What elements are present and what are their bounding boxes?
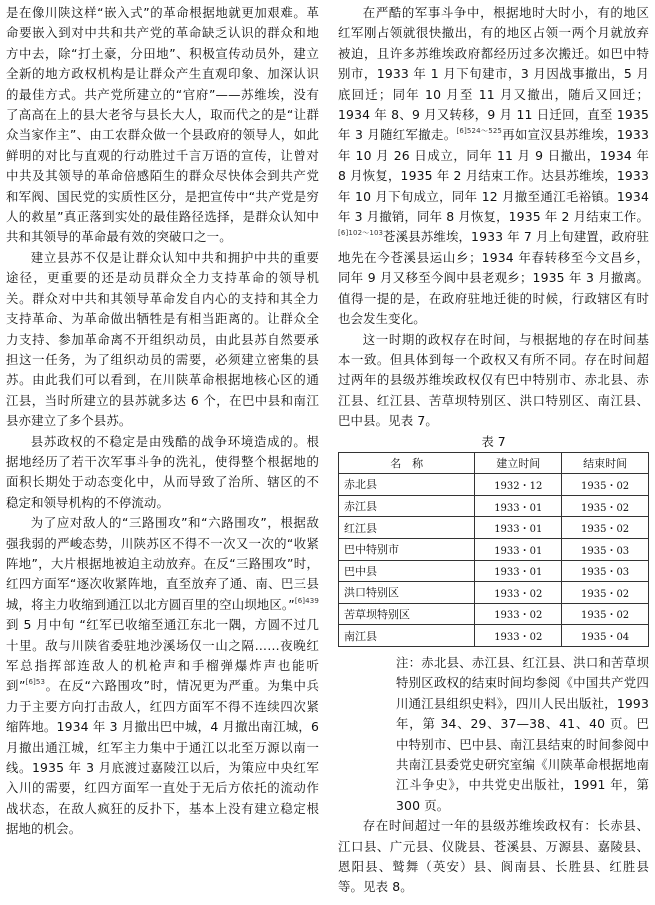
citation: [6]102～103 — [338, 229, 384, 238]
cell-end: 1935・02 — [562, 603, 649, 625]
table-row — [339, 625, 649, 647]
cell-start: 1933・01 — [475, 560, 562, 582]
table-header-row — [339, 452, 649, 474]
cell-end: 1935・03 — [562, 538, 649, 560]
paragraph: 存在时间超过一年的县级苏维埃政权有：长赤县、江口县、广元县、仪陇县、苍溪县、万源县、嘉陵县、恩阳县、鹫舞（英安）县、阆南县、长胜县、红胜县等。见表 8。 — [338, 818, 649, 895]
cell-start: 1933・01 — [475, 495, 562, 517]
paragraph: 这一时期的政权存在时间，与根据地的存在时间基本一致。但具体到每一个政权又有所不同。存在时间超过两年的县级苏维埃政权仅有巴中特别市、赤北县、赤江县、红江县、苦草坝特别区、洪口特别区、南江县、巴中县。见表 7。 — [338, 331, 649, 429]
cell-name: 苦草坝特别区 — [339, 603, 475, 625]
cell-name: 红江县 — [339, 517, 475, 539]
paragraph-text: 苍溪县苏维埃，1933 年 7 月上旬建置，政府驻地先在今苍溪县运山乡；1934 年春转移至今文昌乡，同年 9 月又移至今阆中县老观乡；1935 年 3 月撤离。值得一提的是，在政府驻地迁徙的时候，行政辖区有时也会发生变化。 — [338, 229, 650, 327]
table-note: 注：赤北县、赤江县、红江县、洪口和苦草坝特别区政权的结束时间均参阅《中国共产党四川通江县组织史料》，四川人民出版社，1993 年，第 34、29、37—38、41、40 页。巴中特别市、巴中县、南江县结束的时间参阅中共南江县委党史研究室编《川陕革命根据地南江斗争史》，中共党史出版社，1991 年，第 300 页。 — [396, 654, 649, 813]
paragraph-text: 再如宣汉县苏维埃，1933 年 10 月 26 日成立，同年 11 月 9 日撤出，1934 年 8 月恢复，1935 年 2 月结束工作。达县苏维埃，1933 年 10 月下旬成立，同年 12 月撤至通江毛裕镇。1934 年 3 月撤销，同年 8 月恢复，1935 年 2 月结束工作。 — [338, 127, 649, 225]
cell-start: 1933・02 — [475, 582, 562, 604]
cell-end: 1935・04 — [562, 625, 649, 647]
cell-end: 1935・02 — [562, 517, 649, 539]
table-row — [339, 603, 649, 625]
table-row — [339, 538, 649, 560]
right-column — [338, 3, 649, 898]
column-header-end: 结束时间 — [562, 452, 649, 474]
paragraph-text: 为了应对敌人的“三路围攻”和“六路围攻”，根据敌强我弱的严峻态势，川陕苏区不得不一次又一次的“收紧阵地”，大片根据地被迫主动放弃。在反“三路围攻”时，红四方面军“逐次收紧阵地，直至放弃了通、南、巴三县城，将主力收缩到通江以北方圆百里的空山坝地区。” — [6, 515, 319, 612]
table-row — [339, 474, 649, 496]
column-header-start: 建立时间 — [475, 452, 562, 474]
cell-start: 1932・12 — [475, 474, 562, 496]
paragraph-text: 在严酷的军事斗争中，根据地时大时小，有的地区红军刚占领就很快撤出，有的地区占领一两个月就放弃被迫，且许多苏维埃政府都经历过多次搬迁。如巴中特别市，1933 年 1 月下旬建市，3 月因战事撤出，5 月底回迁；同年 10 月至 11 月又撤出，随后又回迁；1934 年 8、9 月又转移，9 月 11 日迁回，直至 1935 年 3 月随红军撤走。 — [338, 5, 649, 143]
cell-end: 1935・02 — [562, 495, 649, 517]
paragraph-text: 到 5 月中旬 “红军已收缩至通江东北一隅，方圆不过几十里。敌与川陕省委驻地沙溪场仅一山之隔……夜晚红军总指挥部连敌人的机枪声和手榴弹爆炸声也能听到” — [6, 617, 319, 694]
cell-end: 1935・02 — [562, 474, 649, 496]
cell-name: 巴中县 — [339, 560, 475, 582]
column-header-name: 名 称 — [339, 452, 475, 474]
table-row — [339, 582, 649, 604]
paragraph — [338, 3, 649, 330]
cell-start: 1933・01 — [475, 517, 562, 539]
citation: [6]439 — [294, 596, 319, 605]
paragraph: 县苏政权的不稳定是由残酷的战争环境造成的。根据地经历了若干次军事斗争的洗礼，使得整个根据地的面积长期处于动态变化中，从而导致了治所、辖区的不稳定和领导机构的不停流动。 — [6, 433, 319, 510]
citation: [6]524～525 — [456, 127, 503, 136]
paragraph — [6, 513, 319, 840]
citation: [6]53 — [25, 678, 46, 687]
cell-name: 南江县 — [339, 625, 475, 647]
cell-start: 1933・01 — [475, 538, 562, 560]
data-table — [338, 452, 649, 647]
paragraph: 建立县苏不仅是让群众认知中共和拥护中共的重要途径，更重要的还是动员群众全力支持革命的领导机关。群众对中共和其领导革命发自内心的支持和其全力支持革命、为革命做出牺牲是有相当距离的。让群众全力支持、参加革命离不开组织动员，由此县苏自然要承担这一任务，为了组织动员的需要，必须建立密集的县苏。由此我们可以看到，在川陕革命根据地核心区的通江县，当时所建立的县苏就多达 6 个，在巴中县和南江县亦建立了多个县苏。 — [6, 249, 319, 429]
cell-start: 1933・02 — [475, 603, 562, 625]
paragraph-text: 。在反“六路围攻”时，情况更为严重。为集中兵力于主要方向打击敌人，红四方面军不得不连续四次紧缩阵地。1934 年 3 月撤出巴中城，4 月撤出南江城，6 月撤出通江城，红军主力集中于通江以北至万源以南一线。1935 年 3 月底渡过嘉陵江以后，为策应中央红军入川的需要，红四方面军一直处于无后方依托的流动作战状态，在敌人疯狂的反扑下，基本上没有建立稳定根据地的机会。 — [6, 678, 319, 837]
table-row — [339, 495, 649, 517]
cell-name: 赤江县 — [339, 495, 475, 517]
cell-name: 洪口特别区 — [339, 582, 475, 604]
left-column — [6, 3, 319, 840]
cell-end: 1935・02 — [562, 582, 649, 604]
table-row — [339, 560, 649, 582]
table-title: 表 7 — [481, 433, 506, 449]
cell-name: 赤北县 — [339, 474, 475, 496]
cell-start: 1933・02 — [475, 625, 562, 647]
cell-end: 1935・03 — [562, 560, 649, 582]
table-row — [339, 517, 649, 539]
paragraph: 是在像川陕这样“嵌入式”的革命根据地就更加艰难。革命要嵌入到对中共和共产党的革命缺乏认识的群众和地方中去，除“打土豪，分田地”、积极宣传动员外，建立全新的地方政权机构是让群众产生直观印象、加深认识的最佳方式。共产党所建立的“官府”——苏维埃，没有了高高在上的县大老爷与县长大人，取而代之的是“让群众当家作主”、由工农群众做一个县政府的领导人，如此鲜明的对比与直观的行动胜过千言万语的宣传，让曾对中共及其领导的革命倍感陌生的群众尽快体会到共产党和军阀、国民党的实质性区分，是把宣传中“共产党是穷人的救星”真正落到实处的最佳路径选择，是群众认知中共和其领导的革命最有效的突破口之一。 — [6, 5, 319, 245]
cell-name: 巴中特别市 — [339, 538, 475, 560]
